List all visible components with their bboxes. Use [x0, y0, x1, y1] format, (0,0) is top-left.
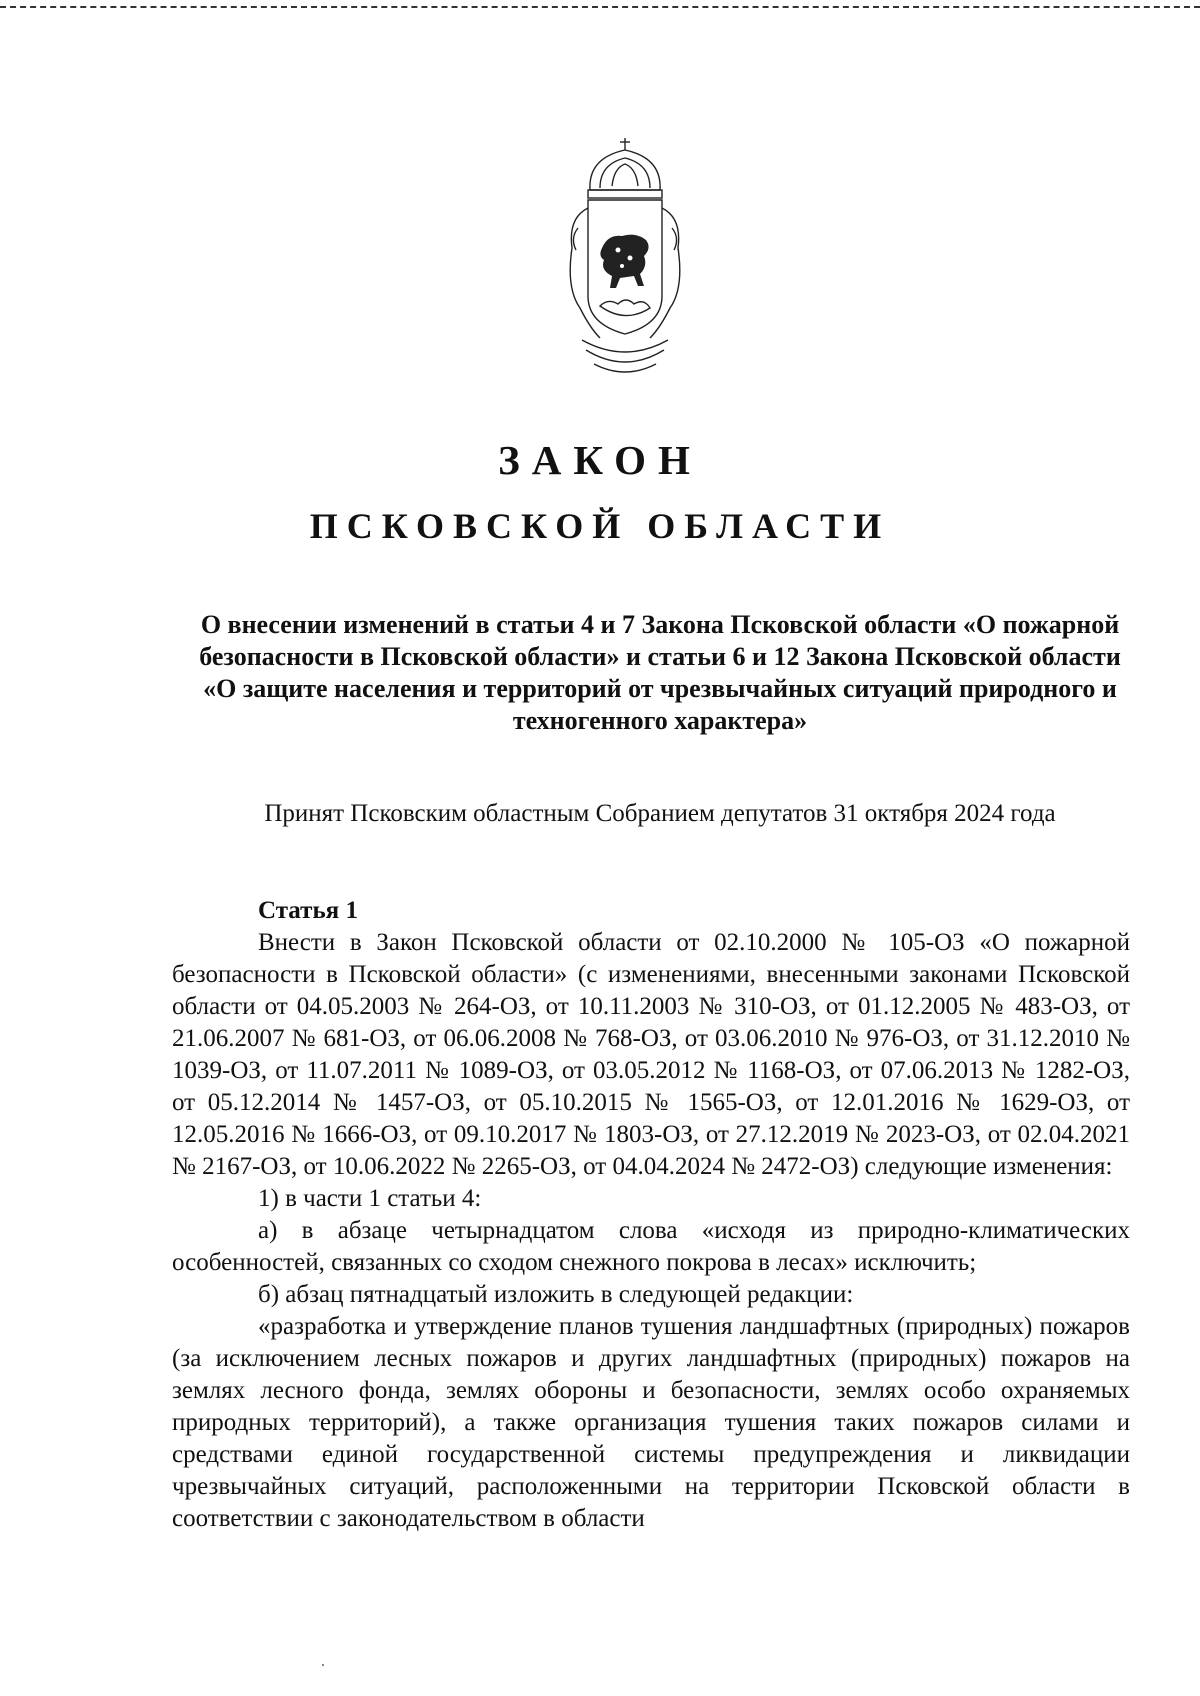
- scan-speck: [322, 1664, 324, 1666]
- document-title: ЗАКОН: [498, 437, 702, 483]
- document-subtitle: ПСКОВСКОЙ ОБЛАСТИ: [309, 506, 891, 546]
- article-item-1a: а) в абзаце четырнадцатом слова «исходя из природно-климатических особенностей, связанных со сходом снежного покрова в лесах» исключить;: [172, 1217, 1130, 1276]
- article-item-1: 1) в части 1 статьи 4:: [258, 1185, 482, 1212]
- adoption-line: Принят Псковским областным Собранием депутатов 31 октября 2024 года: [264, 800, 1056, 827]
- coat-of-arms-icon: [560, 128, 690, 398]
- article-quote-paragraph: «разработка и утверждение планов тушения ландшафтных (природных) пожаров (за исключением лесных пожаров и других ландшафтных (природных) пожаров на землях лесного фонда, землях обороны и безопасности, землях особо охраняемых природных территорий), а также организация тушения таких пожаров силами и средствами единой государственной системы предупреждения и ликвидации чрезвычайных ситуаций, расположенными на территории Псковской области в соответствии с законодательством в области: [172, 1313, 1130, 1532]
- article-heading: Статья 1: [258, 897, 358, 924]
- article-body: [172, 895, 1130, 1535]
- law-subject: О внесении изменений в статьи 4 и 7 Закона Псковской области «О пожарной безопасности в Псковской области» и статьи 6 и 12 Закона Псковской области «О защите населения и территорий от чрезвычайных ситуаций природного и техногенного характера»: [199, 610, 1121, 735]
- scan-edge-line: [0, 6, 1200, 8]
- article-item-1b: б) абзац пятнадцатый изложить в следующей редакции:: [258, 1281, 854, 1308]
- article-intro-paragraph: Внести в Закон Псковской области от 02.10.2000 № 105-ОЗ «О пожарной безопасности в Псковской области» (с изменениями, внесенными законами Псковской области от 04.05.2003 № 264-ОЗ, от 10.11.2003 № 310-ОЗ, от 01.12.2005 № 483-ОЗ, от 21.06.2007 № 681-ОЗ, от 06.06.2008 № 768-ОЗ, от 03.06.2010 № 976-ОЗ, от 31.12.2010 № 1039-ОЗ, от 11.07.2011 № 1089-ОЗ, от 03.05.2012 № 1168-ОЗ, от 07.06.2013 № 1282-ОЗ, от 05.12.2014 № 1457-ОЗ, от 05.10.2015 № 1565-ОЗ, от 12.01.2016 № 1629-ОЗ, от 12.05.2016 № 1666-ОЗ, от 09.10.2017 № 1803-ОЗ, от 27.12.2019 № 2023-ОЗ, от 02.04.2021 № 2167-ОЗ, от 10.06.2022 № 2265-ОЗ, от 04.04.2024 № 2472-ОЗ) следующие изменения:: [172, 929, 1130, 1180]
